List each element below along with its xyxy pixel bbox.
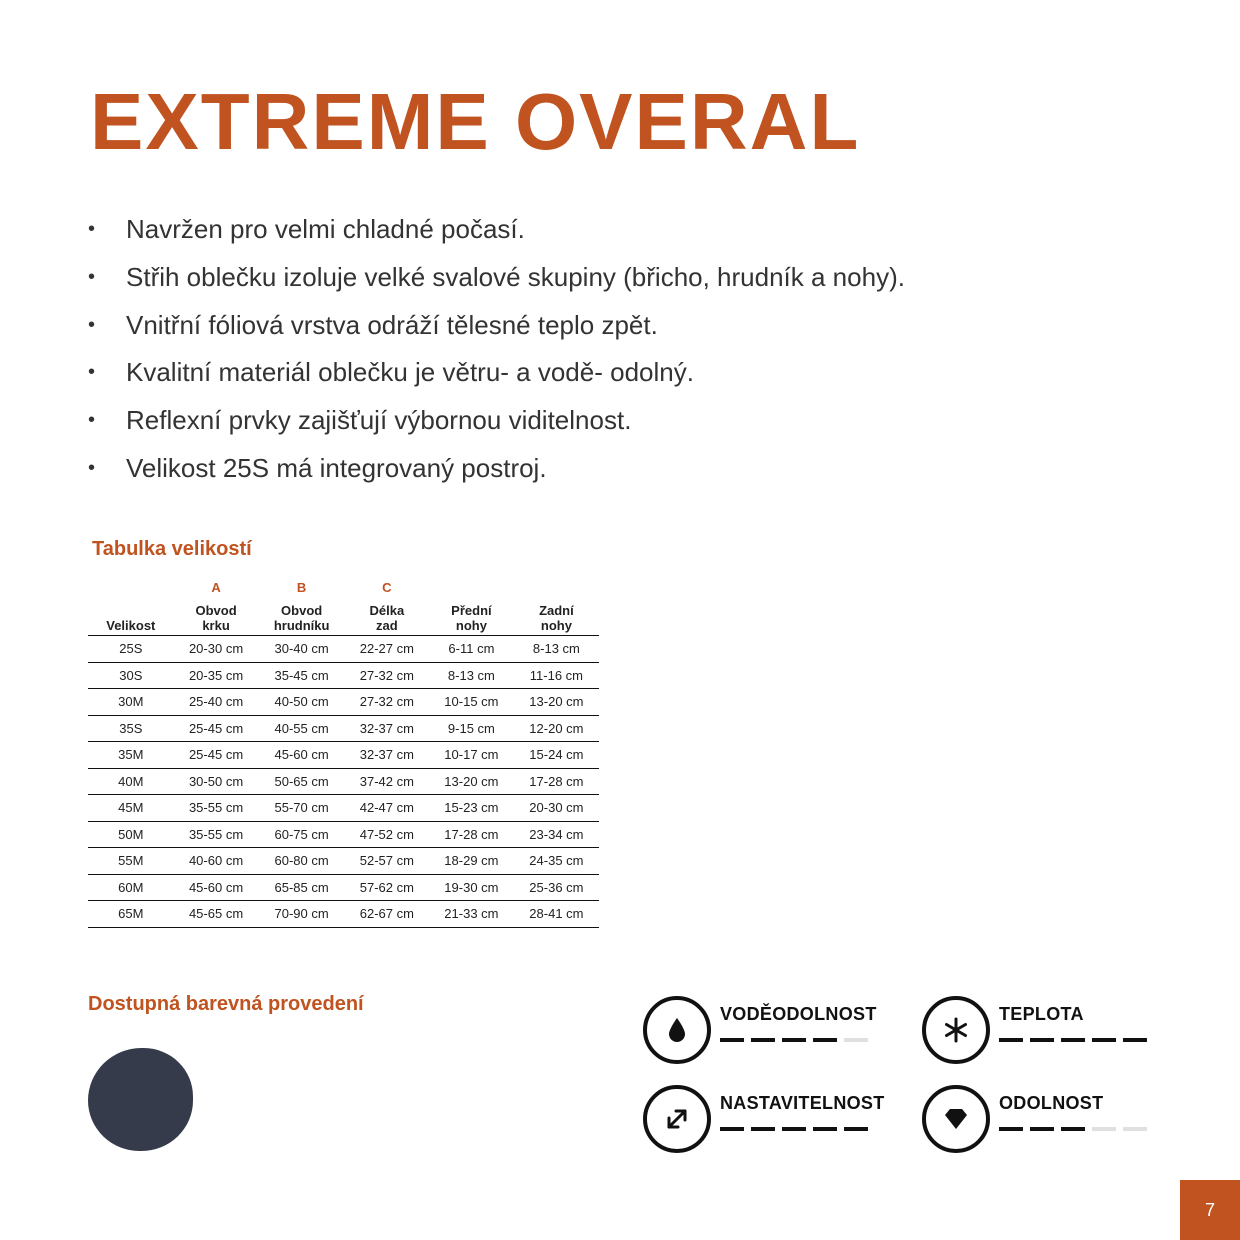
measurement-cell: 13-20 cm — [429, 768, 514, 795]
column-header-line1: Obvod — [195, 603, 237, 618]
feature-item: • Střih oblečku izoluje velké svalové skupiny (břicho, hrudník a nohy). — [88, 254, 905, 302]
rating-dash-filled — [720, 1038, 744, 1042]
page-number: 7 — [1180, 1180, 1240, 1240]
measurement-cell: 40-55 cm — [259, 715, 345, 742]
rating-dash-filled — [813, 1038, 837, 1042]
color-swatch-navy — [88, 1048, 193, 1151]
colors-title: Dostupná barevná provedení — [88, 993, 364, 1015]
size-cell: 45M — [88, 795, 174, 822]
rating-dash-filled — [782, 1038, 806, 1042]
measurement-cell: 65-85 cm — [259, 874, 345, 901]
measurement-cell: 25-40 cm — [174, 689, 259, 716]
measurement-cell: 23-34 cm — [514, 821, 599, 848]
measurement-cell: 27-32 cm — [345, 662, 429, 689]
size-table — [88, 580, 599, 928]
measurement-cell: 45-60 cm — [259, 742, 345, 769]
size-cell: 25S — [88, 636, 174, 663]
column-letter: B — [296, 580, 307, 595]
table-column-header — [514, 580, 599, 636]
rating-dash-filled — [1030, 1038, 1054, 1042]
column-letter: C — [382, 580, 392, 595]
measurement-cell: 6-11 cm — [429, 636, 514, 663]
table-column-header — [259, 580, 345, 636]
measurement-cell: 40-60 cm — [174, 848, 259, 875]
measurement-cell: 28-41 cm — [514, 901, 599, 928]
measurement-cell: 21-33 cm — [429, 901, 514, 928]
page-title: EXTREME OVERAL — [90, 77, 861, 166]
rating-label: NASTAVITELNOST — [720, 1093, 885, 1113]
table-row — [88, 874, 599, 901]
size-table-title: Tabulka velikostí — [92, 538, 252, 560]
column-header-line2: hrudníku — [273, 618, 330, 633]
measurement-cell: 18-29 cm — [429, 848, 514, 875]
measurement-cell: 10-17 cm — [429, 742, 514, 769]
rating-dash-empty — [1123, 1127, 1147, 1131]
measurement-cell: 8-13 cm — [429, 662, 514, 689]
size-cell: 35M — [88, 742, 174, 769]
rating-dash-filled — [1123, 1038, 1147, 1042]
measurement-cell: 25-45 cm — [174, 742, 259, 769]
rating-bar — [720, 1038, 868, 1042]
size-cell: 65M — [88, 901, 174, 928]
feature-item: • Vnitřní fóliová vrstva odráží tělesné teplo zpět. — [88, 302, 905, 350]
measurement-cell: 30-40 cm — [259, 636, 345, 663]
column-header-line1: Obvod — [281, 603, 323, 618]
measurement-cell: 32-37 cm — [345, 715, 429, 742]
measurement-cell: 9-15 cm — [429, 715, 514, 742]
rating-dash-filled — [720, 1127, 744, 1131]
measurement-cell: 20-30 cm — [514, 795, 599, 822]
measurement-cell: 27-32 cm — [345, 689, 429, 716]
table-row — [88, 901, 599, 928]
table-row — [88, 715, 599, 742]
rating-dash-filled — [782, 1127, 806, 1131]
measurement-cell: 15-24 cm — [514, 742, 599, 769]
rating-dash-filled — [844, 1127, 868, 1131]
measurement-cell: 62-67 cm — [345, 901, 429, 928]
rating-bar — [999, 1127, 1147, 1131]
column-header-line1: Délka — [369, 603, 405, 618]
adjust-arrows-icon — [661, 1103, 693, 1135]
measurement-cell: 55-70 cm — [259, 795, 345, 822]
table-column-header — [174, 580, 259, 636]
measurement-cell: 42-47 cm — [345, 795, 429, 822]
measurement-cell: 22-27 cm — [345, 636, 429, 663]
rating-bar — [720, 1127, 868, 1131]
column-header-line1: Zadní — [539, 603, 574, 618]
table-row — [88, 742, 599, 769]
measurement-cell: 40-50 cm — [259, 689, 345, 716]
size-cell: 40M — [88, 768, 174, 795]
measurement-cell: 35-45 cm — [259, 662, 345, 689]
rating-dash-empty — [1092, 1127, 1116, 1131]
measurement-cell: 45-60 cm — [174, 874, 259, 901]
rating-dash-filled — [1061, 1127, 1085, 1131]
measurement-cell: 17-28 cm — [429, 821, 514, 848]
column-header-line2: nohy — [455, 618, 487, 633]
size-cell: 30S — [88, 662, 174, 689]
feature-list — [88, 206, 905, 493]
measurement-cell: 45-65 cm — [174, 901, 259, 928]
size-cell: 50M — [88, 821, 174, 848]
rating-icon-circle — [643, 996, 711, 1064]
measurement-cell: 25-45 cm — [174, 715, 259, 742]
column-header-line2: Velikost — [106, 618, 156, 633]
rating-dash-filled — [751, 1038, 775, 1042]
feature-item: • Velikost 25S má integrovaný postroj. — [88, 445, 905, 493]
measurement-cell: 35-55 cm — [174, 795, 259, 822]
table-row — [88, 768, 599, 795]
size-cell: 30M — [88, 689, 174, 716]
table-row — [88, 848, 599, 875]
size-cell: 35S — [88, 715, 174, 742]
column-header-line2: krku — [202, 618, 230, 633]
diamond-icon — [940, 1103, 972, 1135]
table-row — [88, 795, 599, 822]
size-cell: 55M — [88, 848, 174, 875]
measurement-cell: 60-80 cm — [259, 848, 345, 875]
rating-label: TEPLOTA — [999, 1004, 1084, 1024]
measurement-cell: 12-20 cm — [514, 715, 599, 742]
rating-dash-filled — [999, 1127, 1023, 1131]
measurement-cell: 24-35 cm — [514, 848, 599, 875]
column-header-line2: zad — [376, 618, 398, 633]
table-header-row — [88, 580, 599, 636]
rating-dash-empty — [844, 1038, 868, 1042]
table-column-header — [88, 580, 174, 636]
measurement-cell: 25-36 cm — [514, 874, 599, 901]
measurement-cell: 15-23 cm — [429, 795, 514, 822]
measurement-cell: 20-35 cm — [174, 662, 259, 689]
rating-adjustability — [643, 1085, 883, 1155]
rating-dash-filled — [813, 1127, 837, 1131]
measurement-cell: 20-30 cm — [174, 636, 259, 663]
snowflake-icon — [940, 1014, 972, 1046]
feature-item: • Reflexní prvky zajišťují výbornou viditelnost. — [88, 397, 905, 445]
measurement-cell: 30-50 cm — [174, 768, 259, 795]
measurement-cell: 57-62 cm — [345, 874, 429, 901]
measurement-cell: 10-15 cm — [429, 689, 514, 716]
measurement-cell: 52-57 cm — [345, 848, 429, 875]
rating-waterproof — [643, 996, 883, 1066]
table-row — [88, 662, 599, 689]
rating-durability — [922, 1085, 1162, 1155]
measurement-cell: 8-13 cm — [514, 636, 599, 663]
column-header-line2: nohy — [540, 618, 572, 633]
rating-icon-circle — [643, 1085, 711, 1153]
table-row — [88, 636, 599, 663]
rating-dash-filled — [999, 1038, 1023, 1042]
column-header-line1: Přední — [451, 603, 492, 618]
measurement-cell: 35-55 cm — [174, 821, 259, 848]
measurement-cell: 47-52 cm — [345, 821, 429, 848]
rating-label: ODOLNOST — [999, 1093, 1104, 1113]
table-body — [88, 636, 599, 928]
rating-dash-filled — [1092, 1038, 1116, 1042]
rating-dash-filled — [1061, 1038, 1085, 1042]
column-letter: A — [211, 580, 221, 595]
measurement-cell: 70-90 cm — [259, 901, 345, 928]
table-column-header — [345, 580, 429, 636]
water-drop-icon — [661, 1014, 693, 1046]
measurement-cell: 60-75 cm — [259, 821, 345, 848]
size-cell: 60M — [88, 874, 174, 901]
measurement-cell: 13-20 cm — [514, 689, 599, 716]
rating-bar — [999, 1038, 1147, 1042]
rating-temperature — [922, 996, 1162, 1066]
table-column-header — [429, 580, 514, 636]
measurement-cell: 11-16 cm — [514, 662, 599, 689]
rating-label: VODĚODOLNOST — [720, 1004, 877, 1024]
feature-item: • Kvalitní materiál oblečku je větru- a vodě- odolný. — [88, 349, 905, 397]
table-row — [88, 689, 599, 716]
measurement-cell: 50-65 cm — [259, 768, 345, 795]
measurement-cell: 19-30 cm — [429, 874, 514, 901]
feature-item: • Navržen pro velmi chladné počasí. — [88, 206, 905, 254]
rating-icon-circle — [922, 1085, 990, 1153]
rating-dash-filled — [751, 1127, 775, 1131]
rating-dash-filled — [1030, 1127, 1054, 1131]
rating-icon-circle — [922, 996, 990, 1064]
table-row — [88, 821, 599, 848]
measurement-cell: 32-37 cm — [345, 742, 429, 769]
measurement-cell: 17-28 cm — [514, 768, 599, 795]
measurement-cell: 37-42 cm — [345, 768, 429, 795]
